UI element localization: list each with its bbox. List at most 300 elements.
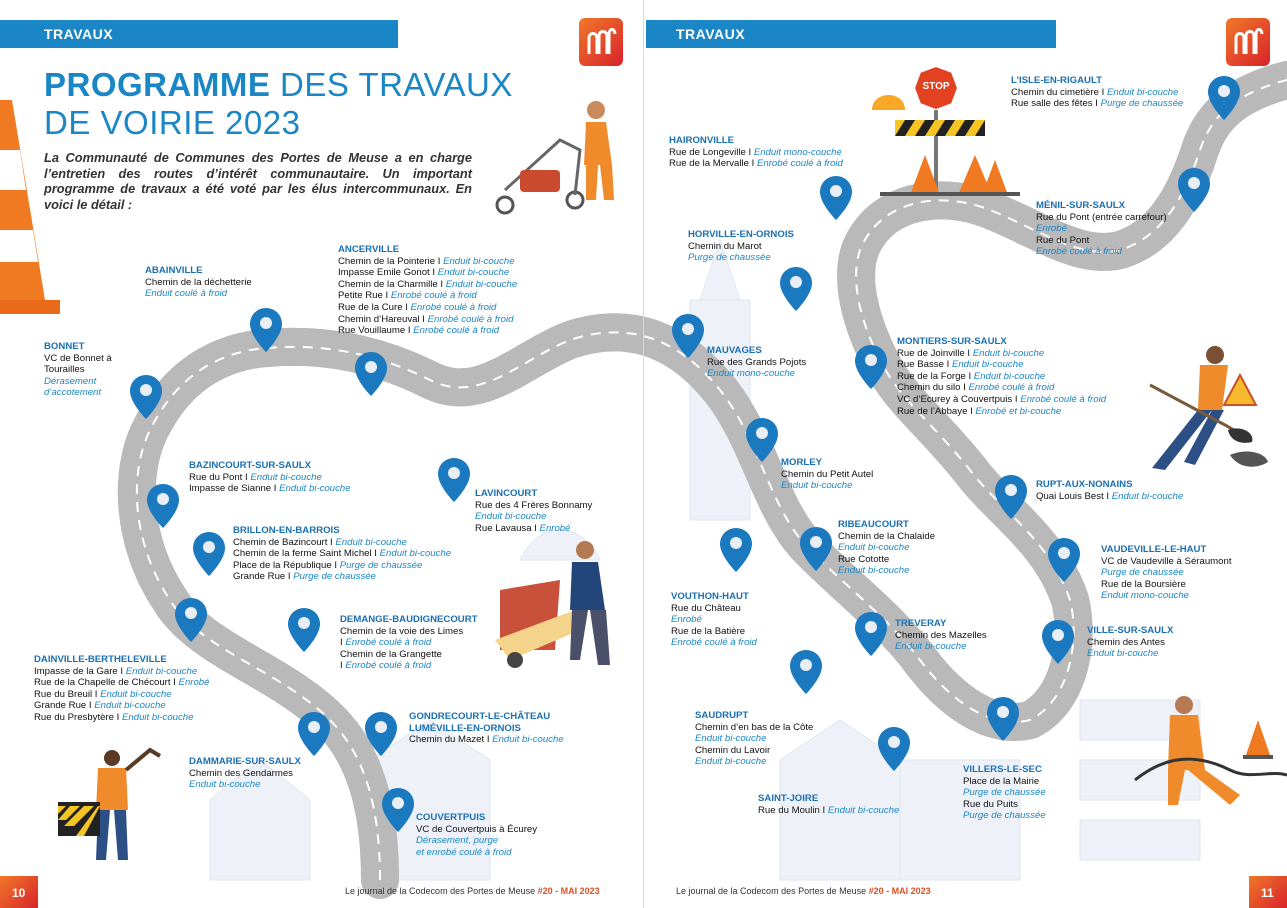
street-name: Rue du Château [671, 602, 741, 614]
works-type: Purge de chaussée [339, 559, 423, 571]
street-line [963, 810, 1046, 822]
street-line [338, 302, 517, 314]
street-line [671, 626, 757, 638]
separator: I [242, 471, 251, 483]
place-block [475, 488, 592, 534]
street-name: Chemin de la voie des Limes [340, 625, 464, 637]
street-name: Quai Louis Best [1036, 490, 1104, 502]
street-line [338, 267, 517, 279]
works-type: Purge de chaussée [1101, 567, 1184, 579]
separator: I [745, 146, 754, 158]
street-line [671, 603, 757, 615]
street-name: Chemin de Bazincourt [233, 536, 328, 548]
separator: I [285, 571, 294, 583]
separator: I [86, 700, 95, 712]
separator: I [429, 267, 438, 279]
street-name: Chemin du Mazet [409, 734, 485, 746]
place-block [145, 265, 252, 300]
separator: I [340, 637, 346, 649]
page-fold [643, 0, 644, 908]
street-line [1101, 556, 1231, 568]
street-line [1036, 246, 1167, 258]
place-name: VILLE-SUR-SAULX [1087, 625, 1174, 636]
street-line [233, 571, 451, 583]
place-block [669, 135, 843, 170]
street-line [963, 799, 1046, 811]
page-number-left [0, 876, 38, 908]
place-name: TREVERAY [895, 618, 947, 629]
street-name: Rue des Grands Pojots [707, 356, 807, 368]
street-line [145, 288, 252, 300]
street-line [44, 387, 112, 399]
street-line [475, 511, 592, 523]
street-name: Rue du Pont [189, 471, 243, 483]
works-type: Purge de chaussée [1100, 98, 1184, 110]
place-name: ANCERVILLE [338, 244, 400, 255]
works-type: Enrobé coulé à froid [671, 637, 757, 649]
works-type: Dérasement [44, 375, 97, 387]
place-name: GONDRECOURT-LE-CHÂTEAU [409, 711, 551, 722]
street-line [963, 776, 1046, 788]
street-name: Chemin de la Grangette [340, 648, 442, 660]
street-name: Rue de la Mervalle [669, 158, 749, 170]
separator: I [531, 522, 540, 534]
place-block [758, 793, 899, 816]
separator: I [965, 370, 974, 382]
works-type: Enrobé coulé à froid [345, 660, 432, 672]
separator: I [114, 711, 122, 723]
safety-worker-icon [58, 750, 160, 860]
separator: I [331, 559, 340, 571]
street-line [189, 472, 351, 484]
street-name: Rue Lavausa [475, 522, 532, 534]
street-line [189, 483, 351, 495]
street-line [695, 733, 813, 745]
separator: I [1092, 98, 1101, 110]
works-type: Purge de chaussée [688, 252, 771, 264]
street-name: Rue de la Chapelle de Chécourt [34, 677, 171, 689]
place-name: SAINT-JOIRE [758, 793, 819, 804]
place-name: VILLERS-LE-SEC [963, 764, 1042, 775]
works-type: Enrobé coulé à froid [968, 382, 1055, 394]
works-type: Enduit bi-couche [951, 359, 1024, 371]
street-line [671, 637, 757, 649]
street-line [145, 277, 252, 289]
street-line [1036, 212, 1167, 224]
street-line [340, 626, 478, 638]
street-line [338, 279, 517, 291]
street-name: Rue du Pont [1036, 234, 1090, 246]
street-line [895, 641, 987, 653]
street-line [897, 394, 1106, 406]
street-line [338, 290, 517, 302]
works-type: Purge de chaussée [963, 787, 1046, 799]
place-name: BRILLON-EN-BARROIS [233, 525, 340, 536]
street-name: VC de Vaudeville à Séraumont [1101, 555, 1232, 567]
place-block [416, 812, 537, 858]
place-block [409, 711, 564, 746]
codecom-logo [579, 18, 623, 66]
street-line [233, 548, 451, 560]
place-name: LUMÉVILLE-EN-ORNOIS [409, 722, 521, 734]
place-name: DAMMARIE-SUR-SAULX [189, 756, 301, 767]
works-type: Enduit bi-couche [695, 756, 767, 768]
street-line [34, 689, 209, 701]
street-line [671, 614, 757, 626]
street-line [1011, 87, 1183, 99]
works-type: Enrobé et bi-couche [975, 405, 1062, 417]
street-name: Impasse Emile Gonot [338, 267, 430, 279]
street-name: Rue des 4 Frères Bonnamy [475, 499, 593, 511]
street-line [838, 565, 935, 577]
street-name: Rue de Joinville [897, 347, 965, 359]
street-line [338, 325, 517, 337]
place-name: SAUDRUPT [695, 710, 749, 721]
works-type: Enduit bi-couche [973, 370, 1046, 382]
place-block [781, 457, 873, 492]
works-type: Enduit bi-couche [972, 347, 1045, 359]
footer-left [345, 886, 600, 896]
place-name: BONNET [44, 341, 85, 352]
street-line [416, 847, 537, 859]
footer-issue: #20 - MAI 2023 [868, 886, 931, 896]
separator: I [92, 688, 101, 700]
separator: I [117, 665, 126, 677]
page-number: 11 [1261, 886, 1274, 900]
works-type: Enduit bi-couche [445, 278, 518, 290]
works-type: Enrobé [539, 522, 571, 534]
works-type: Enduit bi-couche [250, 471, 322, 483]
title-line2: DE VOIRIE 2023 [44, 104, 301, 141]
separator: I [749, 158, 757, 170]
street-line [688, 252, 794, 264]
street-name: Chemin des Antes [1087, 636, 1165, 648]
street-name: Impasse de Sianne [189, 483, 272, 495]
works-type: Enduit mono-couche [707, 368, 795, 380]
separator: I [340, 660, 346, 672]
street-line [1101, 590, 1231, 602]
street-name: Rue du Puits [963, 798, 1018, 810]
street-name: Chemin de la ferme Saint Michel [233, 548, 372, 560]
street-line [1036, 235, 1167, 247]
street-line [1101, 567, 1231, 579]
works-type: Enduit bi-couche [335, 536, 407, 548]
place-block [707, 345, 806, 380]
street-line [758, 805, 899, 817]
street-line [233, 537, 451, 549]
works-type: Enduit mono-couche [753, 146, 842, 158]
place-block [34, 654, 209, 724]
street-line [695, 756, 813, 768]
street-name: Rue Vouillaume [338, 325, 406, 337]
works-type: Enduit bi-couche [1111, 490, 1184, 502]
street-line [340, 649, 478, 661]
works-type: Enduit bi-couche [895, 641, 967, 653]
street-line [475, 523, 592, 535]
separator: I [271, 483, 280, 495]
works-type: Enrobé coulé à froid [1020, 393, 1107, 405]
works-type: Enduit bi-couche [437, 267, 510, 279]
place-name: HORVILLE-EN-ORNOIS [688, 229, 794, 240]
section-bar-right [646, 20, 1056, 48]
street-line [669, 158, 843, 170]
street-line [44, 376, 112, 388]
footer-right [676, 886, 931, 896]
street-line [416, 835, 537, 847]
works-type: Enduit bi-couche [838, 542, 910, 554]
separator: I [419, 313, 428, 325]
street-name: VC de Bonnet à [44, 352, 112, 364]
street-name: Rue du Presbytère [34, 711, 114, 723]
works-type: Purge de chaussée [963, 810, 1046, 822]
street-line [1036, 223, 1167, 235]
street-name: Chemin d’en bas de la Côte [695, 721, 814, 733]
place-block [963, 764, 1046, 822]
separator: I [402, 301, 411, 313]
place-block [1011, 75, 1183, 110]
street-line [963, 787, 1046, 799]
street-name: Chemin de la Chalaide [838, 530, 936, 542]
place-name: MORLEY [781, 457, 823, 468]
separator: I [327, 536, 336, 548]
works-type: Enduit bi-couche [695, 733, 767, 745]
street-line [897, 406, 1106, 418]
works-type: et enrobé coulé à froid [416, 846, 512, 858]
works-type: Enduit bi-couche [492, 734, 564, 746]
street-line [838, 554, 935, 566]
street-line [781, 469, 873, 481]
works-type: Enrobé coulé à froid [1036, 246, 1122, 258]
street-line [695, 745, 813, 757]
street-name: Chemin de la déchetterie [145, 276, 252, 288]
place-name: DEMANGE-BAUDIGNECOURT [340, 614, 478, 625]
street-line [34, 666, 209, 678]
place-name: VAUDEVILLE-LE-HAUT [1101, 544, 1207, 555]
place-block [189, 756, 301, 791]
place-block [688, 229, 794, 264]
separator: I [1098, 86, 1107, 98]
place-block [897, 336, 1106, 417]
separator: I [1012, 393, 1021, 405]
place-block [1087, 625, 1173, 660]
separator: I [371, 548, 380, 560]
street-name: Chemin du Lavoir [695, 744, 771, 756]
street-line [695, 722, 813, 734]
works-type: Enduit bi-couche [189, 779, 261, 791]
street-line [1036, 491, 1183, 503]
works-type: Enrobé [1036, 223, 1067, 235]
street-line [1087, 637, 1173, 649]
street-line [781, 480, 873, 492]
page-number: 10 [12, 886, 26, 900]
place-block [838, 519, 935, 577]
street-line [707, 368, 806, 380]
place-block [44, 341, 112, 399]
road-marking-worker-icon [497, 101, 614, 213]
separator: I [437, 278, 446, 290]
street-line [340, 637, 478, 649]
place-name: MONTIERS-SUR-SAULX [897, 336, 1007, 347]
street-line [897, 382, 1106, 394]
works-type: Enrobé [178, 677, 210, 689]
street-line [897, 359, 1106, 371]
logo-mark-icon [585, 26, 617, 58]
street-line [44, 364, 112, 376]
works-type: Enduit bi-couche [94, 700, 166, 712]
street-name: Chemin d’Hareuval [338, 313, 420, 325]
separator: I [382, 290, 391, 302]
works-type: Enduit bi-couche [838, 565, 910, 577]
street-line [895, 630, 987, 642]
place-name: DAINVILLE-BERTHELEVILLE [34, 654, 167, 665]
works-type: Enduit bi-couche [125, 665, 198, 677]
stop-sign-label: STOP [922, 81, 950, 92]
footer-issue: #20 - MAI 2023 [537, 886, 600, 896]
page-number-right [1249, 876, 1287, 908]
place-name: BAZINCOURT-SUR-SAULX [189, 460, 312, 471]
works-type: Enduit coulé à froid [145, 288, 228, 300]
street-line [838, 531, 935, 543]
street-name: Rue salle des fêtes [1011, 98, 1093, 110]
place-name: VOUTHON-HAUT [671, 591, 749, 602]
place-block [340, 614, 478, 672]
place-name: ABAINVILLE [145, 265, 203, 276]
place-name: MAUVAGES [707, 345, 762, 356]
footer-text: Le journal de la Codecom des Portes de Meuse [676, 886, 867, 896]
logo-mark-icon [1232, 26, 1264, 58]
street-line [475, 500, 592, 512]
street-name: Chemin de la Pointerie [338, 255, 436, 267]
street-line [189, 768, 301, 780]
section-title: TRAVAUX [44, 26, 114, 42]
street-line [338, 314, 517, 326]
separator: I [967, 405, 976, 417]
place-name: RUPT-AUX-NONAINS [1036, 479, 1133, 490]
street-line [707, 357, 806, 369]
works-type: Enrobé coulé à froid [757, 158, 843, 170]
street-name: Chemin du Marot [688, 240, 762, 252]
works-type: Enduit mono-couche [1101, 590, 1189, 602]
street-line [340, 660, 478, 672]
place-block [338, 244, 517, 337]
title-rest: DES TRAVAUX [270, 66, 513, 103]
shovel-worker-icon [1150, 346, 1268, 470]
street-name: Rue de la Boursière [1101, 578, 1186, 590]
street-line [338, 256, 517, 268]
street-name: Rue Basse [897, 359, 944, 371]
place-block [1101, 544, 1231, 602]
street-line [1087, 648, 1173, 660]
separator: I [964, 347, 973, 359]
place-block [1036, 479, 1183, 502]
street-line [233, 560, 451, 572]
place-block [189, 460, 351, 495]
street-name: Rue du Moulin [758, 804, 820, 816]
street-line [44, 353, 112, 365]
works-type: Dérasement, purge [416, 835, 499, 847]
footer-text: Le journal de la Codecom des Portes de Meuse [345, 886, 536, 896]
works-type: Purge de chaussée [293, 571, 376, 583]
works-type: Enduit bi-couche [781, 480, 853, 492]
works-type: Enduit bi-couche [379, 548, 452, 560]
street-name: Rue Cototte [838, 553, 890, 565]
separator: I [170, 677, 179, 689]
street-line [1101, 579, 1231, 591]
place-block [233, 525, 451, 583]
street-line [897, 371, 1106, 383]
separator: I [960, 382, 969, 394]
street-name: Chemin du silo [897, 382, 961, 394]
separator: I [405, 325, 414, 337]
works-type: Enrobé coulé à froid [410, 301, 497, 313]
street-name: Tourailles [44, 364, 85, 376]
street-name: Place de la Mairie [963, 775, 1040, 787]
works-type: Enrobé coulé à froid [413, 325, 500, 337]
street-line [669, 147, 843, 159]
street-name: VC d’Ecurey à Couvertpuis [897, 393, 1013, 405]
street-name: Chemin du Petit Autel [781, 468, 874, 480]
title-bold: PROGRAMME [44, 66, 271, 103]
works-type: Enduit bi-couche [443, 255, 515, 267]
separator: I [819, 804, 828, 816]
street-line [897, 348, 1106, 360]
place-name: L’ISLE-EN-RIGAULT [1011, 75, 1102, 86]
place-name: MÉNIL-SUR-SAULX [1036, 200, 1126, 211]
place-block [695, 710, 813, 768]
street-name: Chemin des Gendarmes [189, 767, 293, 779]
works-type: Enduit bi-couche [827, 804, 900, 816]
street-line [688, 241, 794, 253]
street-line [34, 677, 209, 689]
place-name: COUVERTPUIS [416, 812, 486, 823]
works-type: Enduit bi-couche [279, 483, 351, 495]
place-name: LAVINCOURT [475, 488, 538, 499]
street-name: Rue du Breuil [34, 688, 93, 700]
street-line [34, 712, 209, 724]
street-name: Petite Rue [338, 290, 383, 302]
street-line [838, 542, 935, 554]
works-type: Enduit bi-couche [1106, 86, 1179, 98]
place-block [895, 618, 987, 653]
street-name: Place de la République [233, 559, 332, 571]
page-title [44, 66, 513, 142]
street-name: Rue du Pont (entrée carrefour) [1036, 211, 1167, 223]
street-line [34, 700, 209, 712]
street-name: Chemin des Mazelles [895, 629, 987, 641]
intro-paragraph: La Communauté de Communes des Portes de Meuse a en charge l’entretien des routes d’intérêt communautaire. Un important programme de travaux a été voté par les élus intercommunaux. En voici le détail : [44, 150, 472, 212]
place-name: RIBEAUCOURT [838, 519, 909, 530]
street-line [416, 824, 537, 836]
section-bar-left [0, 20, 398, 48]
works-type: Enrobé coulé à froid [427, 313, 514, 325]
works-type: Enduit bi-couche [100, 688, 172, 700]
street-name: Rue de Longeville [669, 146, 746, 158]
street-line [409, 734, 564, 746]
street-name: Grande Rue [34, 700, 87, 712]
street-name: Chemin du cimetière [1011, 86, 1099, 98]
separator: I [484, 734, 493, 746]
separator: I [1103, 490, 1112, 502]
place-block [1036, 200, 1167, 258]
codecom-logo [1226, 18, 1270, 66]
street-name: Rue de l’Abbaye [897, 405, 968, 417]
works-type: Enduit bi-couche [475, 511, 547, 523]
works-type: Enrobé coulé à froid [345, 637, 432, 649]
works-type: d’accotement [44, 387, 102, 399]
street-line [1011, 98, 1183, 110]
separator: I [435, 255, 444, 267]
place-block [671, 591, 757, 649]
